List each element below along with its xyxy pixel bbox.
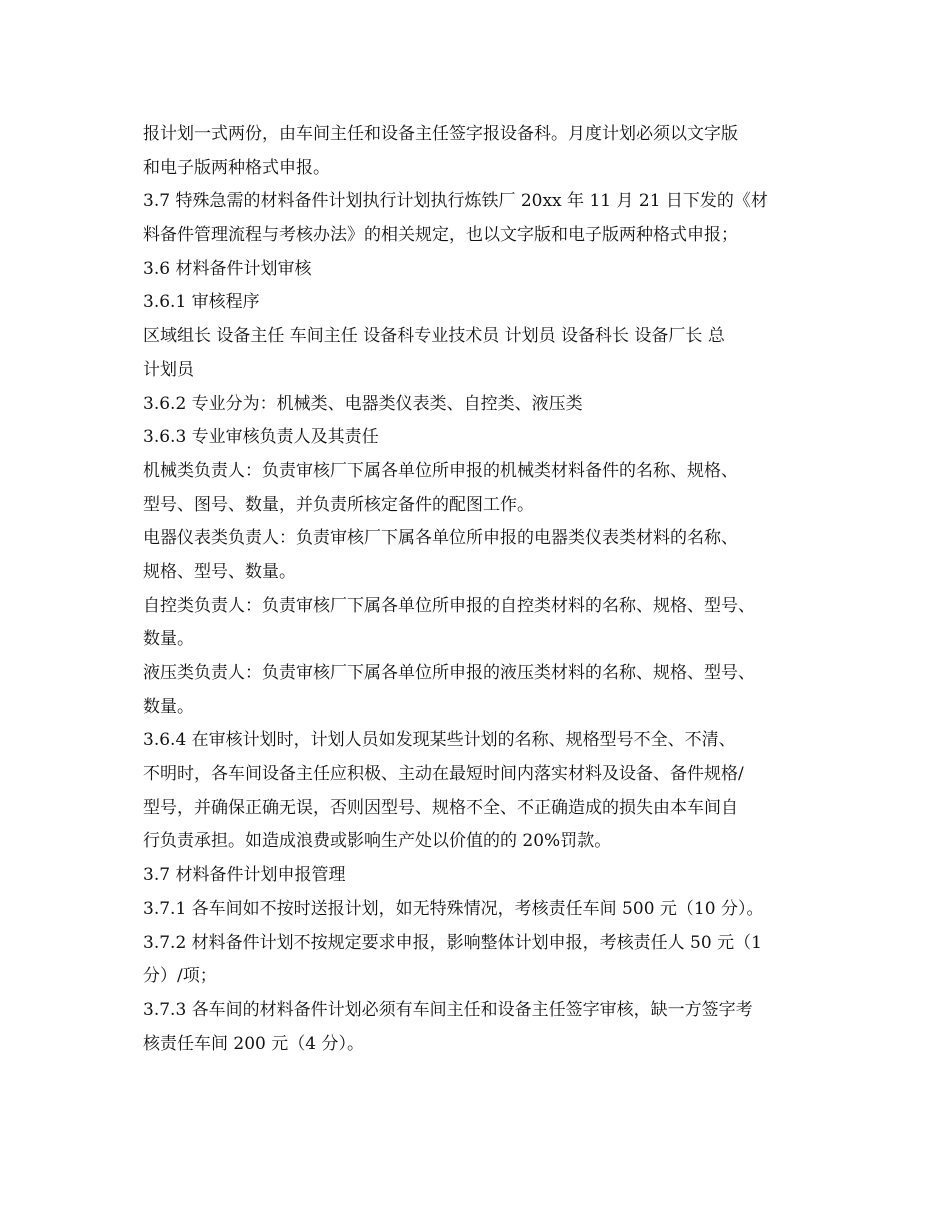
text-line: 机械类负责人：负责审核厂下属各单位所申报的机械类材料备件的名称、规格、	[143, 460, 738, 481]
text-line: 料备件管理流程与考核办法》的相关规定，也以文字版和电子版两种格式申报；	[143, 225, 738, 246]
text-line: 型号、图号、数量，并负责所核定备件的配图工作。	[143, 494, 534, 515]
text-line: 分）/项；	[143, 966, 217, 987]
text-line: 区域组长 设备主任 车间主任 设备科专业技术员 计划员 设备科长 设备厂长 总	[143, 326, 725, 347]
text-line: 报计划一式两份，由车间主任和设备主任签字报设备科。月度计划必须以文字版	[143, 124, 738, 144]
text-line: 3.6.4 在审核计划时，计划人员如发现某些计划的名称、规格型号不全、不清、	[143, 730, 736, 751]
text-line: 数量。	[143, 696, 194, 717]
text-line: 计划员	[143, 359, 194, 380]
subsection-heading: 3.6.1 审核程序	[143, 292, 260, 313]
text-line: 行负责承担。如造成浪费或影响生产处以价值的的 20%罚款。	[143, 831, 612, 852]
text-line: 不明时，各车间设备主任应积极、主动在最短时间内落实材料及设备、备件规格/	[143, 764, 744, 785]
subsection-heading: 3.6.3 专业审核负责人及其责任	[143, 427, 379, 448]
section-heading: 3.7 材料备件计划申报管理	[143, 865, 346, 886]
document-body	[143, 118, 815, 1061]
text-line: 3.7.1 各车间如不按时送报计划，如无特殊情况，考核责任车间 500 元（10 分）。	[143, 898, 764, 919]
text-line: 3.7.3 各车间的材料备件计划必须有车间主任和设备主任签字审核，缺一方签字考	[143, 999, 753, 1020]
section-heading: 3.6 材料备件计划审核	[143, 258, 312, 279]
text-line: 3.7 特殊急需的材料备件计划执行计划执行炼铁厂 20xx 年 11 月 21 日下发的《材	[143, 191, 768, 212]
text-line: 核责任车间 200 元（4 分）。	[143, 1033, 364, 1054]
text-line: 型号，并确保正确无误，否则因型号、规格不全、不正确造成的损失由本车间自	[143, 797, 738, 818]
text-line: 液压类负责人：负责审核厂下属各单位所申报的液压类材料的名称、规格、型号、	[143, 663, 755, 683]
text-line: 3.7.2 材料备件计划不按规定要求申报，影响整体计划申报，考核责任人 50 元（1	[143, 932, 762, 953]
text-line: 电器仪表类负责人：负责审核厂下属各单位所申报的电器类仪表类材料的名称、	[143, 528, 738, 549]
text-line: 自控类负责人：负责审核厂下属各单位所申报的自控类材料的名称、规格、型号、	[143, 595, 755, 616]
text-line: 规格、型号、数量。	[143, 561, 296, 582]
text-line: 和电子版两种格式申报。	[143, 157, 330, 178]
text-line: 3.6.2 专业分为：机械类、电器类仪表类、自控类、液压类	[143, 393, 583, 414]
text-line: 数量。	[143, 629, 194, 650]
